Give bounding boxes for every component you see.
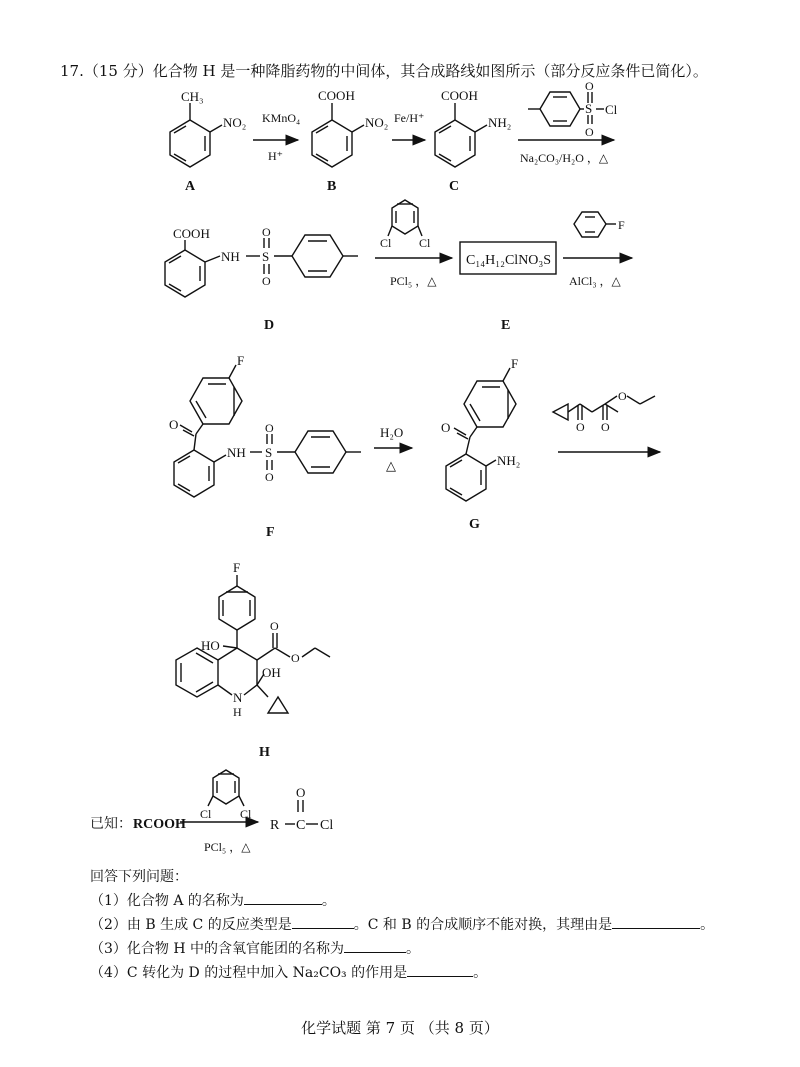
- reagent-step3-bottom: Na₂CO₃/H₂O ，△: [520, 151, 609, 165]
- label-f: F: [266, 525, 275, 540]
- group-o-g-carbonyl: O: [441, 420, 451, 435]
- question-3: [90, 938, 420, 958]
- reagent-step4-bottom: PCl₅ ，△: [390, 274, 437, 288]
- answer-blank-4[interactable]: [407, 964, 473, 977]
- group-n-h: N: [233, 690, 243, 705]
- label-c: C: [449, 179, 460, 194]
- reagent-step1-bottom: H⁺: [268, 149, 283, 163]
- group-f-h: F: [233, 560, 241, 575]
- known-cl-left: Cl: [200, 807, 212, 821]
- label-h: H: [259, 745, 270, 760]
- formula-e: C₁₄H₁₂ClNO₃S: [466, 253, 552, 268]
- page-footer: 化学试题 第 7 页 （共 8 页）: [301, 1019, 499, 1037]
- reagent-step5-bottom: AlCl₃ ，△: [569, 274, 621, 288]
- question-2-middle: 。C 和 B 的合成顺序不能对换，其理由是: [353, 917, 613, 933]
- known-label: 已知：: [90, 817, 132, 832]
- group-o-f-carbonyl: O: [169, 417, 179, 432]
- group-s-f: S: [265, 445, 273, 460]
- question-1-suffix: 。: [321, 893, 336, 909]
- tosyl-o-bottom: O: [585, 125, 594, 139]
- dichloro-cl-left: Cl: [380, 236, 392, 250]
- group-cooh-c: COOH: [441, 88, 478, 103]
- questions-intro: 回答下列问题：: [90, 869, 188, 885]
- reagent-step6-top: H₂O: [380, 425, 404, 440]
- answer-blank-2b[interactable]: [612, 916, 700, 929]
- group-cooh-b: COOH: [318, 88, 355, 103]
- question-4-formula: Na₂CO₃: [292, 965, 347, 981]
- group-nh-f: NH: [227, 445, 246, 460]
- reagent-step2-top: Fe/H⁺: [394, 111, 425, 125]
- reagent-step1-top: KMnO₄: [262, 111, 301, 125]
- ketoester-structure: [553, 396, 655, 420]
- tosyl-chloride-structure: [528, 92, 604, 126]
- question-4-prefix: （4）C 转化为 D 的过程中加入: [90, 965, 293, 981]
- question-2-prefix: （2）由 B 生成 C 的反应类型是: [90, 917, 292, 933]
- ketoester-o-3: O: [618, 389, 627, 403]
- group-o-h-ester: O: [291, 651, 300, 665]
- answer-blank-1[interactable]: [244, 892, 322, 905]
- ketoester-o-1: O: [576, 420, 585, 434]
- known-cl-right: Cl: [240, 807, 252, 821]
- dichlorobenzene-structure-2: [208, 770, 244, 806]
- group-no2-a: NO₂: [223, 115, 247, 130]
- answer-blank-3[interactable]: [344, 940, 406, 953]
- group-o-f-top: O: [265, 421, 274, 435]
- dichlorobenzene-structure-1: [388, 200, 422, 236]
- group-nh-h: H: [233, 705, 242, 719]
- known-r: R: [270, 818, 280, 833]
- label-d: D: [264, 318, 275, 333]
- ketoester-o-2: O: [601, 420, 610, 434]
- group-o-f-bottom: O: [265, 470, 274, 484]
- known-c: C: [296, 818, 306, 833]
- group-f-g: F: [511, 356, 519, 371]
- known-reactant: RCOOH: [133, 817, 186, 832]
- question-1: [90, 890, 336, 910]
- dichloro-cl-right: Cl: [419, 236, 431, 250]
- group-f-f: F: [237, 353, 245, 368]
- group-o-d-bottom: O: [262, 274, 271, 288]
- label-g: G: [469, 517, 480, 532]
- tosyl-o-top: O: [585, 79, 594, 93]
- question-4: [90, 962, 487, 982]
- group-o-d-top: O: [262, 225, 271, 239]
- question-2: [90, 914, 714, 934]
- group-o-h-carbonyl: O: [270, 619, 279, 633]
- question-3-prefix: （3）化合物 H 中的含氧官能团的名称为: [90, 941, 345, 957]
- compound-h-structure: [176, 575, 330, 713]
- compound-g-structure: [446, 368, 516, 501]
- question-4-middle: 的作用是: [346, 965, 408, 981]
- group-ch3: CH₃: [181, 89, 204, 104]
- group-ho-h: HO: [201, 638, 220, 653]
- answer-blank-2a[interactable]: [292, 916, 354, 929]
- group-nh2-g: NH₂: [497, 453, 521, 468]
- group-nh-d: NH: [221, 249, 240, 264]
- compound-a-structure: [170, 103, 222, 167]
- fluoro-f-1: F: [618, 218, 625, 232]
- group-no2-b: NO₂: [365, 115, 389, 130]
- tosyl-s: S: [585, 101, 593, 116]
- label-a: A: [185, 179, 196, 194]
- question-4-suffix: 。: [473, 965, 488, 981]
- reagent-step6-bottom: △: [386, 458, 396, 473]
- group-s-d: S: [262, 249, 270, 264]
- fluorobenzene-structure-1: [574, 212, 616, 237]
- compound-b-structure: [312, 103, 364, 167]
- group-nh2-c: NH₂: [488, 115, 512, 130]
- question-title: 17.（15 分）化合物 H 是一种降脂药物的中间体，其合成路线如图所示（部分反应条件已简化）。: [60, 62, 708, 80]
- question-2-suffix: 。: [700, 917, 715, 933]
- label-b: B: [327, 179, 337, 194]
- group-oh-h: OH: [262, 665, 281, 680]
- question-3-suffix: 。: [406, 941, 421, 957]
- label-e: E: [501, 318, 511, 333]
- tosyl-cl: Cl: [605, 102, 618, 117]
- known-o: O: [296, 785, 306, 800]
- group-cooh-d: COOH: [173, 226, 210, 241]
- known-conditions: PCl₅ ，△: [204, 840, 251, 854]
- known-cl: Cl: [320, 818, 334, 833]
- question-1-prefix: （1）化合物 A 的名称为: [90, 893, 244, 909]
- compound-c-structure: [435, 103, 487, 167]
